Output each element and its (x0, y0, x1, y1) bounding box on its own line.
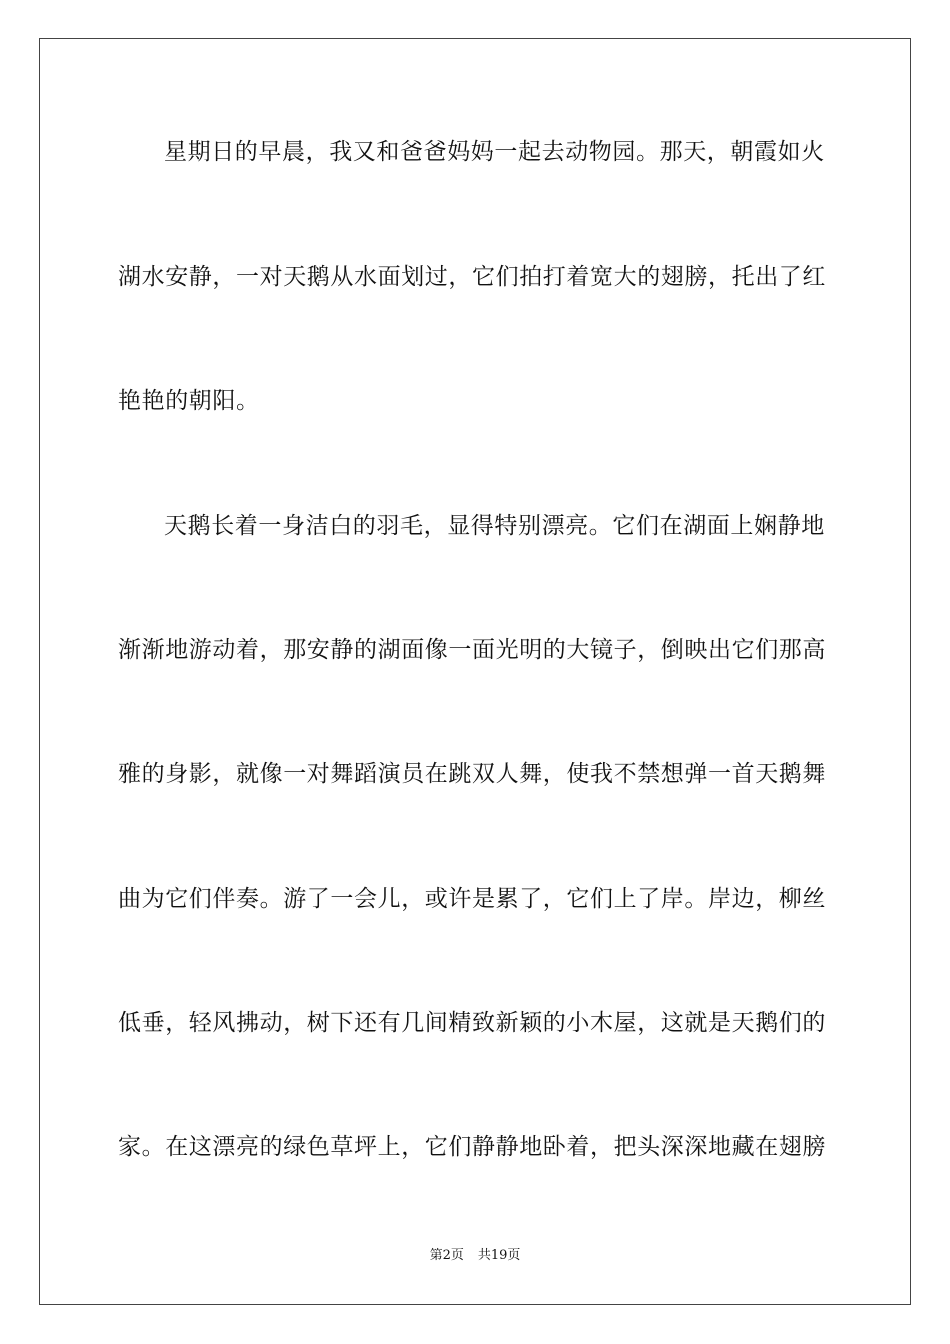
page-footer (0, 1248, 950, 1264)
page-border (39, 38, 911, 1305)
page-number: 第2页 (429, 1248, 464, 1263)
paragraph-2-line-4: 曲为它们伴奏。游了一会儿，或许是累了，它们上了岸。岸边，柳丝 (118, 886, 826, 912)
paragraph-2-line-6: 家。在这漂亮的绿色草坪上，它们静静地卧着，把头深深地藏在翅膀 (118, 1134, 826, 1160)
paragraph-2-line-5: 低垂，轻风拂动，树下还有几间精致新颖的小木屋，这就是天鹅们的 (118, 1010, 826, 1036)
page-total: 共19页 (477, 1248, 521, 1263)
paragraph-2-line-3: 雅的身影，就像一对舞蹈演员在跳双人舞，使我不禁想弹一首天鹅舞 (118, 761, 826, 787)
paragraph-1-line-3: 艳艳的朝阳。 (118, 388, 260, 414)
paragraph-2-line-1: 天鹅长着一身洁白的羽毛，显得特别漂亮。它们在湖面上娴静地 (164, 513, 825, 539)
paragraph-1-line-2: 湖水安静，一对天鹅从水面划过，它们拍打着宽大的翅膀，托出了红 (118, 264, 826, 290)
paragraph-2-line-2: 渐渐地游动着，那安静的湖面像一面光明的大镜子，倒映出它们那高 (118, 637, 826, 663)
paragraph-1-line-1: 星期日的早晨，我又和爸爸妈妈一起去动物园。那天，朝霞如火 (164, 139, 825, 165)
